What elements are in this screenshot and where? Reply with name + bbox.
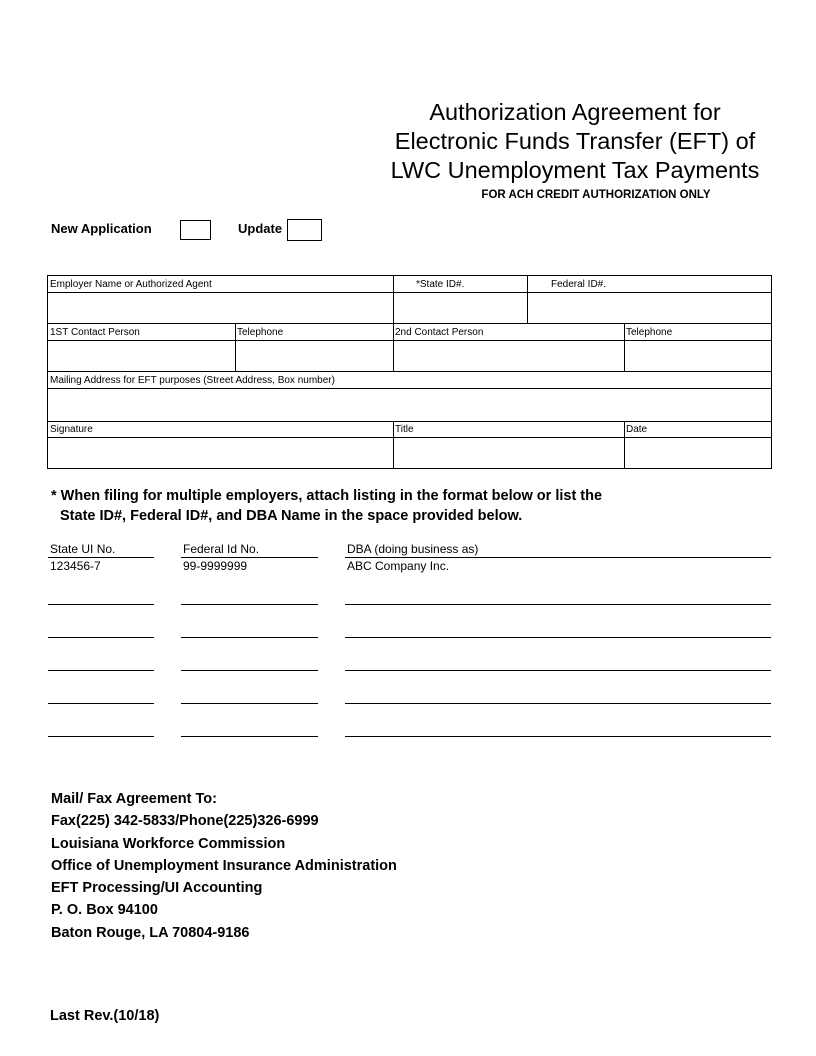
update-label: Update bbox=[238, 221, 283, 236]
telephone-2-label: Telephone bbox=[626, 327, 673, 338]
title-line-3: LWC Unemployment Tax Payments bbox=[390, 157, 760, 183]
state-ui-entry-line[interactable] bbox=[48, 670, 154, 671]
federal-id-label: Federal ID#. bbox=[551, 279, 607, 290]
telephone-1-label: Telephone bbox=[237, 327, 284, 338]
mailing-address-label: Mailing Address for EFT purposes (Street Address, Box number) bbox=[50, 375, 335, 386]
dba-header: DBA (doing business as) bbox=[347, 542, 479, 556]
mail-fax-instructions bbox=[51, 788, 397, 944]
form-divider bbox=[624, 324, 625, 371]
federal-id-entry-line[interactable] bbox=[181, 637, 318, 638]
header-underline bbox=[345, 557, 771, 558]
title-label: Title bbox=[395, 424, 414, 435]
form-divider bbox=[48, 323, 771, 324]
first-contact-field[interactable] bbox=[49, 342, 234, 370]
mail-line: Fax(225) 342-5833/Phone(225)326-6999 bbox=[51, 813, 319, 830]
date-label: Date bbox=[626, 424, 648, 435]
form-title bbox=[380, 98, 770, 185]
title-field[interactable] bbox=[395, 439, 623, 467]
dba-entry-line[interactable] bbox=[345, 703, 771, 704]
state-ui-entry-line[interactable] bbox=[48, 736, 154, 737]
federal-id-entry-line[interactable] bbox=[181, 736, 318, 737]
form-divider bbox=[48, 388, 771, 389]
mail-line: P. O. Box 94100 bbox=[51, 902, 158, 919]
multiple-employers-note bbox=[51, 486, 602, 526]
dba-entry-line[interactable] bbox=[345, 670, 771, 671]
form-divider bbox=[48, 340, 771, 341]
revision-date: Last Rev.(10/18) bbox=[50, 1008, 160, 1024]
dba-entry-line[interactable] bbox=[345, 604, 771, 605]
note-line-1: * When filing for multiple employers, attach listing in the format below or list the bbox=[51, 488, 603, 504]
mail-line: Baton Rouge, LA 70804-9186 bbox=[51, 924, 250, 941]
telephone-2-field[interactable] bbox=[626, 342, 770, 370]
state-ui-entry-line[interactable] bbox=[48, 703, 154, 704]
form-divider bbox=[235, 324, 236, 371]
mail-line: Office of Unemployment Insurance Administration bbox=[51, 857, 397, 874]
form-divider bbox=[393, 276, 394, 323]
title-line-1: Authorization Agreement for bbox=[429, 99, 721, 125]
mail-line: Louisiana Workforce Commission bbox=[51, 835, 286, 852]
mail-line: Mail/ Fax Agreement To: bbox=[51, 791, 217, 807]
state-id-label: *State ID#. bbox=[416, 279, 465, 290]
second-contact-label: 2nd Contact Person bbox=[395, 327, 484, 338]
federal-id-entry-line[interactable] bbox=[181, 604, 318, 605]
state-ui-entry-line[interactable] bbox=[48, 604, 154, 605]
dba-entry-line[interactable] bbox=[345, 637, 771, 638]
employer-name-field[interactable] bbox=[49, 294, 392, 322]
new-application-checkbox[interactable] bbox=[180, 220, 211, 240]
mail-line: EFT Processing/UI Accounting bbox=[51, 880, 263, 897]
federal-id-field[interactable] bbox=[529, 294, 770, 322]
form-divider bbox=[624, 422, 625, 468]
example-federal-id: 99-9999999 bbox=[183, 559, 248, 573]
dba-entry-line[interactable] bbox=[345, 736, 771, 737]
form-divider bbox=[48, 371, 771, 372]
form-divider bbox=[527, 276, 528, 323]
form-divider bbox=[48, 292, 771, 293]
signature-label: Signature bbox=[50, 424, 93, 435]
note-line-2: State ID#, Federal ID#, and DBA Name in the space provided below. bbox=[60, 508, 523, 524]
title-line-2: Electronic Funds Transfer (EFT) of bbox=[394, 128, 756, 154]
federal-id-entry-line[interactable] bbox=[181, 670, 318, 671]
new-application-label: New Application bbox=[51, 221, 152, 236]
mailing-address-field[interactable] bbox=[49, 390, 770, 420]
header-underline bbox=[48, 557, 154, 558]
second-contact-field[interactable] bbox=[395, 342, 623, 370]
state-ui-header: State UI No. bbox=[50, 542, 116, 556]
form-divider bbox=[393, 324, 394, 371]
update-checkbox[interactable] bbox=[287, 219, 322, 241]
form-subtitle: FOR ACH CREDIT AUTHORIZATION ONLY bbox=[481, 189, 711, 201]
telephone-1-field[interactable] bbox=[237, 342, 392, 370]
state-id-field[interactable] bbox=[395, 294, 526, 322]
state-ui-entry-line[interactable] bbox=[48, 637, 154, 638]
form-divider bbox=[48, 421, 771, 422]
example-state-ui: 123456-7 bbox=[50, 559, 101, 573]
date-field[interactable] bbox=[626, 439, 770, 467]
example-dba: ABC Company Inc. bbox=[347, 559, 450, 573]
employer-name-label: Employer Name or Authorized Agent bbox=[50, 279, 212, 290]
federal-id-entry-line[interactable] bbox=[181, 703, 318, 704]
federal-id-header: Federal Id No. bbox=[183, 542, 260, 556]
first-contact-label: 1ST Contact Person bbox=[50, 327, 140, 338]
signature-field[interactable] bbox=[49, 439, 392, 467]
header-underline bbox=[181, 557, 318, 558]
form-divider bbox=[393, 422, 394, 468]
form-divider bbox=[48, 437, 771, 438]
